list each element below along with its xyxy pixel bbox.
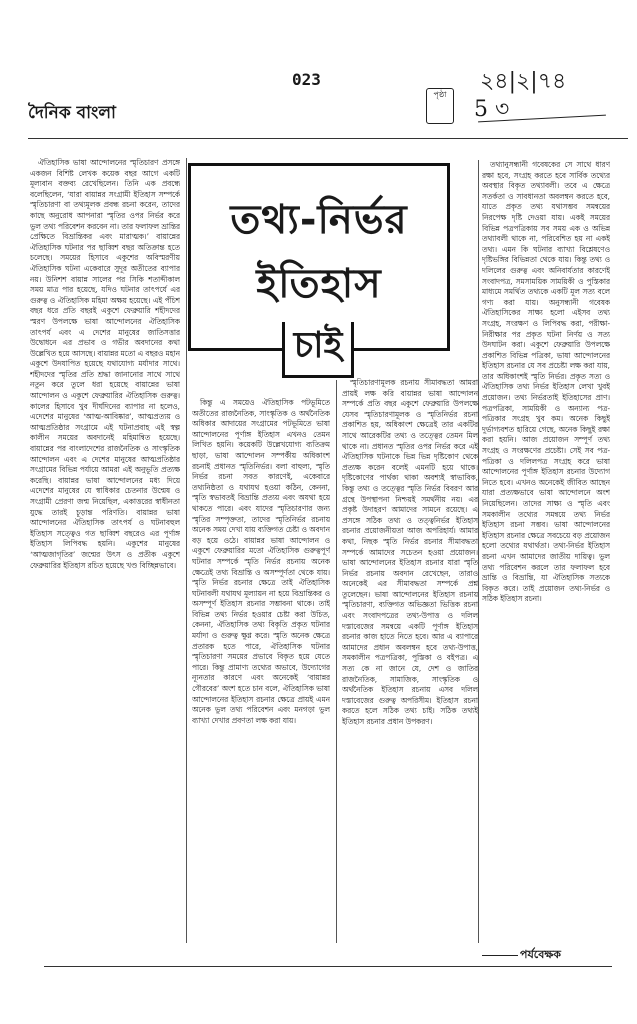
article-column-4-text: তথ্যানুসন্ধানী গবেষকের সে সাথে ধারণ রক্ষা হবে, সংগ্রহ করতে হবে সার্বিক তথ্যের অবস্থার বিকৃত তথ্যাবলী। তবে এ ক্ষেত্রে সতর্কতা ও সাবধানতা অবলম্বন করতে হবে, যাতে প্রকৃত তথ্য যথাসম্ভব সমন্বয়ের নিরপেক্ষ দৃষ্টি দেওয়া যায়। একই সময়ের বিভিন্ন পত্রপত্রিকায় সব সময় এক ও অভিন্ন তথ্যাবলী থাকে না, পরিবেশিত হয় না একই তথ্য। এমন কি ঘটনার ব্যাখ্যা বিশ্লেষণেও দৃষ্টিভঙ্গির বিভিন্নতা থেকে যায়। কিন্তু তথ্য ও দলিলের গুরুত্ব এবং অনিবার্যতার কারণেই সংবাদপত্র, সমসাময়িক সাময়িকী ও পুস্তিকার মাধ্যমে সমর্থিত তথ্যকে একটি মূল সত্য বলে গণ্য করা যায়। অনুসন্ধানী গবেষক ঐতিহাসিকের সাক্ষ্য হলো এইসব তথ্য সংগ্রহ, সংরক্ষণ ও লিপিবদ্ধ করা, পরীক্ষা-নিরীক্ষার পর প্রকৃত ঘটনা নির্ণয় ও সত্য উদঘাটন করা। একুশে ফেব্রুয়ারি উপলক্ষে প্রকাশিত বিভিন্ন পত্রিকা, ভাষা আন্দোলনের ইতিহাস রচনার যে সব প্রচেষ্টা লক্ষ করা যায়, তার অধিকাংশই স্মৃতি নির্ভর। প্রকৃত সত্য ও ঐতিহাসিক তথ্য নির্ভর ইতিহাস লেখা খুবই প্রয়োজন। তথ্য নির্ভরতাই ইতিহাসের প্রাণ। পত্রপত্রিকা, সাময়িকী ও অন্যান্য পত্র-পত্রিকার সংগ্রহ খুব কম। অনেক কিছুই দুর্ভাগ্যবশত হারিয়ে গেছে, অনেক কিছুই রক্ষা করা হয়নি। আজ প্রয়োজন সম্পূর্ণ তথ্য সংগ্রহ ও সংরক্ষণের প্রচেষ্টা। সেই সব পত্র-পত্রিকা ও দলিলপত্র সংগ্রহ করে ভাষা আন্দোলনের পূর্ণাঙ্গ ইতিহাস রচনার উদ্যোগ নিতে হবে। এখনও অনেকেই জীবিত আছেন যারা প্রত্যক্ষভাবে ভাষা আন্দোলনে অংশ নিয়েছিলেন। তাদের সাক্ষ্য ও স্মৃতি এবং সমকালীন তথ্যের সমন্বয়ে তথ্য নির্ভর ইতিহাস রচনা সম্ভব। ভাষা আন্দোলনের ইতিহাস রচনার ক্ষেত্রে সবচেয়ে বড় প্রয়োজন হলো তথ্যের যথার্থতা। তথ্য-নির্ভর ইতিহাস রচনা এখন আমাদের জাতীয় দায়িত্ব। ভুল তথ্য পরিবেশন করলে তার ফলাফল হবে ভ্রান্তি ও বিভ্রান্তি, যা ঐতিহাসিক সত্যকে বিকৃত করে। তাই প্রয়োজন তথ্য-নির্ভর ও সঠিক ইতিহাস রচনা। (482, 160, 610, 604)
handwritten-date: ২৪|২|৭৪ (480, 69, 567, 94)
headline-line-3: চাই (282, 322, 354, 378)
column-divider-1 (186, 158, 187, 943)
author-byline: পর্যবেক্ষক (520, 948, 561, 961)
header-divider (28, 138, 628, 139)
article-column-4 (482, 160, 610, 935)
headline-line-1: তথ্য-নির্ভর (230, 197, 408, 243)
column-divider-4 (478, 160, 479, 943)
headline-line-2: ইতিহাস (256, 261, 382, 307)
column-divider-3 (336, 380, 337, 943)
article-column-2 (192, 398, 330, 943)
article-column-3-text: স্মৃতিচারণামূলক রচনায় সীমাবদ্ধতা আমরা প্রায়ই লক্ষ করি বায়ান্নর ভাষা আন্দোলন সম্পর্কে প্রতি বছর একুশে ফেব্রুয়ারি উপলক্ষে যেসব স্মৃতিচারণামূলক ও স্মৃতিনির্ভর রচনা প্রকাশিত হয়, অধিকাংশ ক্ষেত্রেই তার একটির সাথে আরেকটির তথ্য ও তত্ত্বের তেমন মিল থাকে না। প্রধানত স্মৃতির ওপর নির্ভর করে এই ঐতিহাসিক ঘটনাকে ভিন্ন ভিন্ন দৃষ্টিকোণ থেকে প্রত্যক্ষ করেন বলেই এমনটি হয়ে থাকে। দৃষ্টিকোণের পার্থক্য থাকা অবশ্যই স্বাভাবিক, কিন্তু তথ্য ও তত্ত্বের স্মৃতি নির্ভর বিবরণ আর গ্রন্থে উপস্থাপনা নিশ্চয়ই সমর্থনীয় নয়। এর প্রকৃষ্ট উদাহরণ আমাদের সামনে রয়েছে। এ প্রসঙ্গে সঠিক তথ্য ও তত্ত্বনির্ভর ইতিহাস রচনার প্রয়োজনীয়তা আজ অপরিহার্য। আমার কথা, নিছক স্মৃতি নির্ভর রচনার সীমাবদ্ধতা সম্পর্কে আমাদের সচেতন হওয়া প্রয়োজন। ভাষা আন্দোলনের ইতিহাস রচনার যারা স্মৃতি নির্ভর রচনায় অবদান রেখেছেন, তারাও অনেকেই এর সীমাবদ্ধতা সম্পর্কে প্রশ্ন তুলেছেন। ভাষা আন্দোলনের ইতিহাস রচনায় স্মৃতিচারণা, ব্যক্তিগত অভিজ্ঞতা ভিত্তিক রচনা এবং সংবাদপত্রের তথ্য-উপাত্ত ও দলিল দস্তাবেজের সমন্বয়ে একটি পূর্ণাঙ্গ ইতিহাস রচনার কাজ হাতে নিতে হবে। আর এ ব্যাপারে আমাদের প্রধান অবলম্বন হবে তথ্য-উপাত্ত, সমকালীন পত্রপত্রিকা, পুস্তিকা ও বইপত্র। এ সত্য কে না জানে যে, দেশ ও জাতির রাজনৈতিক, সামাজিক, সাংস্কৃতিক ও অর্থনৈতিক ইতিহাস রচনায় এসব দলিল দস্তাবেজের গুরুত্ব অপরিসীম। ইতিহাস রচনা করতে হলে সঠিক তথ্য চাই। সঠিক তথ্যই ইতিহাস রচনার প্রধান উপকরণ। (342, 378, 478, 726)
article-column-1-text: ঐতিহাসিক ভাষা আন্দোলনের স্মৃতিচারণ প্রসঙ্গে একজন বিশিষ্ট লেখক কয়েক বছর আগে একটি মূল্যবান বক্তব্য রেখেছিলেন। তিনি এক প্রবন্ধে বলেছিলেন, ‘যারা বায়ান্নর সংগ্রামী ইতিহাস সম্পর্কে স্মৃতিচারণা বা তথ্যমূলক প্রবন্ধ রচনা করেন, তাদের কাছে অনুরোধ আপনারা স্মৃতির ওপর নির্ভর করে ভুল তথ্য পরিবেশন করবেন না। তার ফলাফল ভ্রান্তির প্রেক্ষিতে বিভ্রান্তিকর এবং মারাত্মক।’ বায়ান্নের ঐতিহাসিক ঘটনার পর ছাব্বিশ বছর অতিক্রান্ত হতে চলেছে। সময়ের হিসাবে একুশের অবিস্মরণীয় ঐতিহাসিক ঘটনা একেবারে সুদূর অতীতের ব্যাপার নয়। উনিশশ বায়ান্ন সালের পর সিকি শতাব্দীকাল সময় মাত্র পার হয়েছে, যদিও ঘটনার তাৎপর্যে এর গুরুত্ব ও ঐতিহাসিক মহিমা অক্ষয় হয়েছে। এই পঁচিশ বছর ধরে প্রতি বছরই একুশে ফেব্রুয়ারি শহীদদের স্মরণ উপলক্ষে ভাষা আন্দোলনের ঐতিহাসিক তাৎপর্য এবং এ দেশের মানুষের জাতিসত্তার উদ্বোধনে এর প্রভাব ও গভীর অবদানের কথা উল্লেখিত হয়ে আসছে। বায়ান্নর মতো এ বছরও মহান একুশে উদযাপিত হয়েছে যথাযোগ্য মর্যাদার সাথে। শহীদদের স্মৃতির প্রতি শ্রদ্ধা জানানোর সাথে সাথে নতুন করে তুলে ধরা হয়েছে বায়ান্নের ভাষা আন্দোলন ও একুশে ফেব্রুয়ারির ঐতিহাসিক গুরুত্ব। কালের হিসাবে খুব দীর্ঘদিনের ব্যাপার না হলেও, এদেশের মানুষের ‘আত্ম-আবিষ্কার’, আত্মপ্রত্যয় ও আত্মপ্রতিষ্ঠার সংগ্রামে এই ঘটনাপ্রবাহ এই স্বল্প কালীন সময়ের অবদানেই মহিমান্বিত হয়েছে। বায়ান্নের পর বাংলাদেশের রাজনৈতিক ও সাংস্কৃতিক আন্দোলন এবং এ দেশের মানুষের আত্মপ্রতিষ্ঠার সংগ্রামের বিভিন্ন পর্যায়ে আমরা এই অনুভূতি প্রত্যক্ষ করেছি। বায়ান্নর ভাষা আন্দোলনের মধ্য দিয়ে এদেশের মানুষের যে স্বাধিকার চেতনার উন্মেষ ও সংগ্রামী প্রেরণা জন্ম নিয়েছিল, একাত্তরের স্বাধীনতা যুদ্ধে তারই চূড়ান্ত পরিণতি। বায়ান্নর ভাষা আন্দোলনের ঐতিহাসিক তাৎপর্য ও ঘটনাবহুল ইতিহাস সত্ত্বেও গত ছাব্বিশ বছরেও এর পূর্ণাঙ্গ ইতিহাস লিপিবদ্ধ হয়নি। একুশের মানুষের ‘আত্মজাগৃতির’ জন্মের উৎস ও প্রতীক একুশে ফেব্রুয়ারির ইতিহাস রচিত হয়েছে খণ্ড বিচ্ছিন্নভাবে। (30, 158, 180, 570)
handwritten-date-sub: 5 ৩ (474, 97, 510, 122)
page-number: 023 (292, 70, 321, 89)
archive-stamp-label: পৃষ্ঠা (433, 90, 447, 99)
article-column-3 (342, 378, 478, 943)
article-column-2-text: কিন্তু এ সময়েও ঐতিহাসিক পটভূমিতে অতীতের রাজনৈতিক, সাংস্কৃতিক ও অর্থনৈতিক অধিকার আদায়ের সংগ্রামের পটভূমিতে ভাষা আন্দোলনের পূর্ণাঙ্গ ইতিহাস এখনও তেমন লিখিত হয়নি। কয়েকটি উল্লেখযোগ্য ব্যতিক্রম ছাড়া, ভাষা আন্দোলন সম্পর্কীয় অধিকাংশ রচনাই প্রধানত স্মৃতিনির্ভর। বলা বাহুল্য, স্মৃতি নির্ভর রচনা সবত কারণেই, একেবারে তথ্যনিষ্ঠতা ও যথাযথ হওয়া কঠিন, কেননা, স্মৃতি স্বভাবতই বিভ্রান্তি প্রত্যয় এবং অযথা হয়ে থাকতে পারে। এবং যাদের স্মৃতিচারণার জন্য স্মৃতির সম্পৃক্ততা, তাদের স্মৃতিনির্ভর রচনায় অনেক সময় দেখা যায় ব্যক্তিগত চেষ্টা ও অবদান বড় হয়ে ওঠে। বায়ান্নর ভাষা আন্দোলন ও একুশে ফেব্রুয়ারির মতো ঐতিহাসিক গুরুত্বপূর্ণ ঘটনার সম্পর্কে স্মৃতি নির্ভর রচনায় অনেক ক্ষেত্রেই তথ্য বিভ্রান্তি ও অসম্পূর্ণতা থেকে যায়। স্মৃতি নির্ভর রচনার ক্ষেত্রে তাই ঐতিহাসিক ঘটনাবলী যথাযথ মূল্যায়ন না হয়ে বিভ্রান্তিকর ও অসম্পূর্ণ ইতিহাস রচনার সম্ভাবনা থাকে। তাই বিভিন্ন তথ্য নির্ভর হওয়ার চেষ্টা করা উচিত, কেননা, ঐতিহাসিক তথ্য বিকৃতি প্রকৃত ঘটনার মর্যাদা ও গুরুত্ব ক্ষুণ্ণ করে। স্মৃতি অনেক ক্ষেত্রে প্রতারক হতে পারে, ঐতিহাসিক ঘটনার স্মৃতিচারণা সময়ের প্রভাবে বিকৃত হয়ে যেতে পারে। কিন্তু প্রামাণ্য তথ্যের অভাবে, উদ্যোগের ন্যূনতার কারণে এবং অনেকেই ‘বায়ান্নর গৌরবের’ অংশ হতে চান বলে, ঐতিহাসিক ভাষা আন্দোলনের ইতিহাস রচনার ক্ষেত্রে প্রায়ই এমন অনেক ভুল তথ্য পরিবেশন এবং মনগড়া ভুল ব্যাখ্যা দেখার প্রবণতা লক্ষ করা যায়। (192, 398, 330, 725)
footer-divider (44, 966, 612, 967)
byline-dash (482, 955, 518, 956)
newspaper-masthead: দৈনিক বাংলা (28, 103, 116, 123)
article-column-1 (30, 158, 180, 938)
archive-stamp (426, 88, 454, 124)
